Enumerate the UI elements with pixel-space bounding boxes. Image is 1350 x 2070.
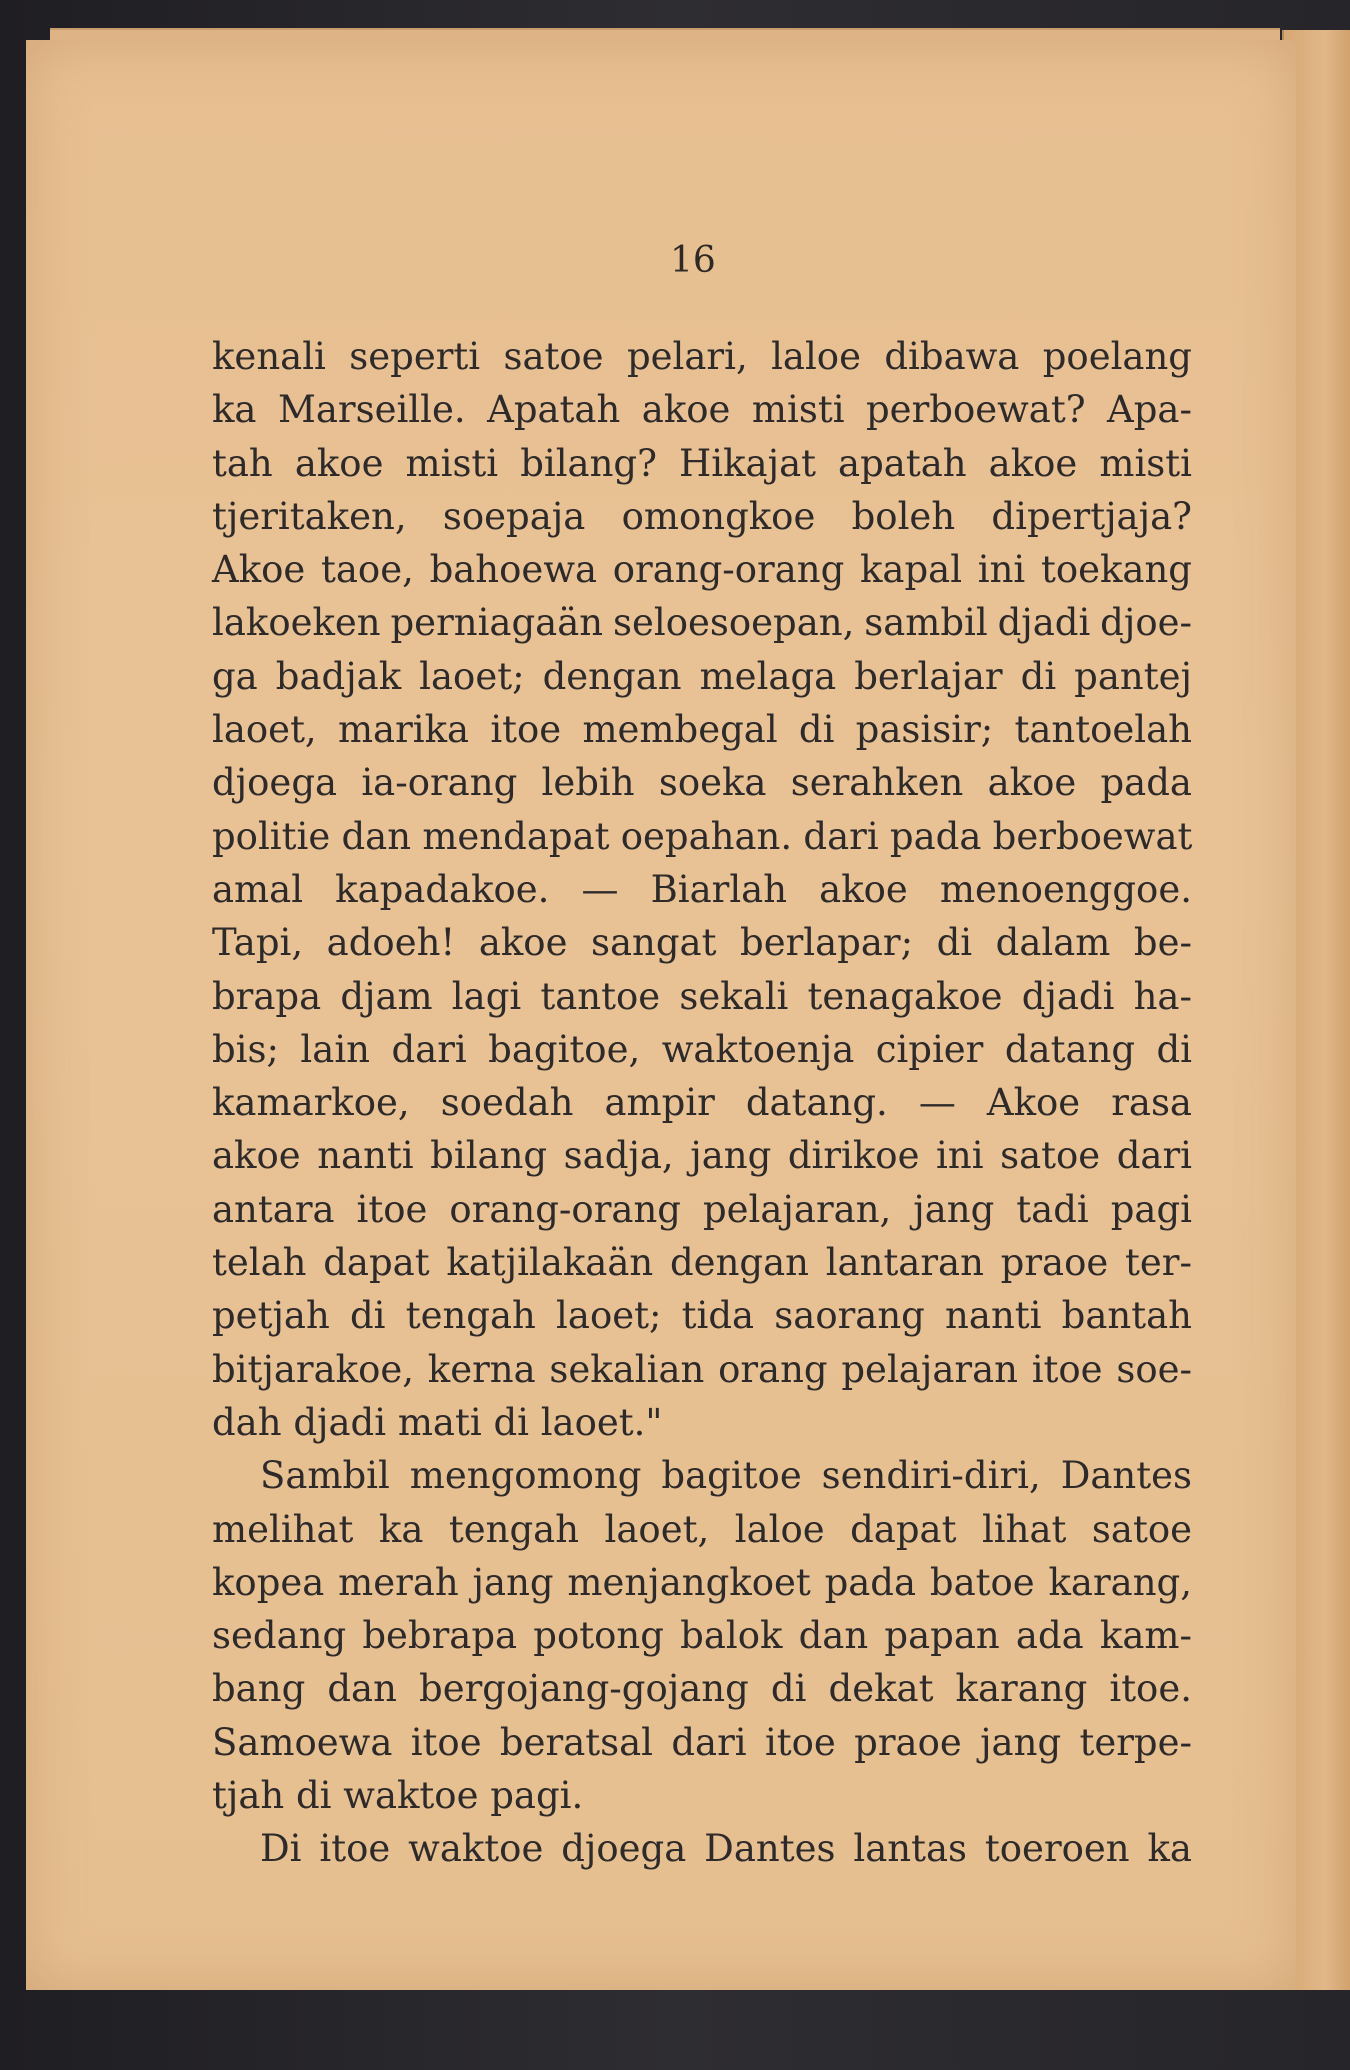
text-line: kopea merah jang menjangkoet pada batoe karang, — [212, 1560, 1192, 1604]
page-text — [212, 330, 1192, 1876]
text-line: bis; lain dari bagitoe, waktoenja cipier datang di — [212, 1027, 1192, 1071]
text-line: ka Marseille. Apatah akoe misti perboewat? Apa- — [212, 388, 1192, 432]
text-line: djoega ia-orang lebih soeka serahken akoe pada — [212, 761, 1192, 805]
text-line: Samoewa itoe beratsal dari itoe praoe jang terpe- — [212, 1720, 1192, 1764]
text-line: tjah di waktoe pagi. — [212, 1774, 584, 1818]
text-line: laoet, marika itoe membegal di pasisir; tantoelah — [212, 708, 1192, 752]
text-line: sedang bebrapa potong balok dan papan ada kam- — [212, 1614, 1192, 1658]
text-line: kamarkoe, soedah ampir datang. — Akoe rasa — [212, 1081, 1192, 1125]
text-line: brapa djam lagi tantoe sekali tenagakoe djadi ha- — [212, 974, 1192, 1018]
page-number: 16 — [670, 240, 716, 281]
text-line: ga badjak laoet; dengan melaga berlajar di pantej — [212, 654, 1192, 698]
text-line: Sambil mengomong bagitoe sendiri-diri, Dantes — [260, 1454, 1192, 1498]
text-line: bang dan bergojang-gojang di dekat karang itoe. — [212, 1667, 1192, 1711]
text-line: tah akoe misti bilang? Hikajat apatah akoe misti — [212, 441, 1192, 485]
text-line: amal kapadakoe. — Biarlah akoe menoenggoe. — [212, 867, 1192, 911]
text-line: akoe nanti bilang sadja, jang dirikoe ini satoe dari — [212, 1134, 1192, 1178]
text-line: telah dapat katjilakaän dengan lantaran praoe ter- — [212, 1241, 1192, 1285]
text-line: politie dan mendapat oepahan. dari pada berboewat — [212, 814, 1193, 858]
text-line: Akoe taoe, bahoewa orang-orang kapal ini toekang — [212, 548, 1192, 592]
text-line: tjeritaken, soepaja omongkoe boleh dipertjaja? — [212, 494, 1192, 538]
text-line: bitjarakoe, kerna sekalian orang pelajaran itoe soe- — [212, 1347, 1192, 1391]
text-line: antara itoe orang-orang pelajaran, jang tadi pagi — [212, 1187, 1192, 1231]
text-line: melihat ka tengah laoet, laloe dapat lihat satoe — [212, 1507, 1192, 1551]
text-line: lakoeken perniagaän seloesoepan, sambil djadi djoe- — [212, 601, 1192, 645]
text-line: kenali seperti satoe pelari, laloe dibawa poelang — [212, 335, 1192, 378]
text-line: dah djadi mati di laoet." — [212, 1400, 663, 1444]
text-line: Di itoe waktoe djoega Dantes lantas toeroen ka — [260, 1827, 1192, 1871]
text-line: petjah di tengah laoet; tida saorang nanti bantah — [212, 1294, 1192, 1338]
text-line: Tapi, adoeh! akoe sangat berlapar; di dalam be- — [212, 921, 1192, 965]
